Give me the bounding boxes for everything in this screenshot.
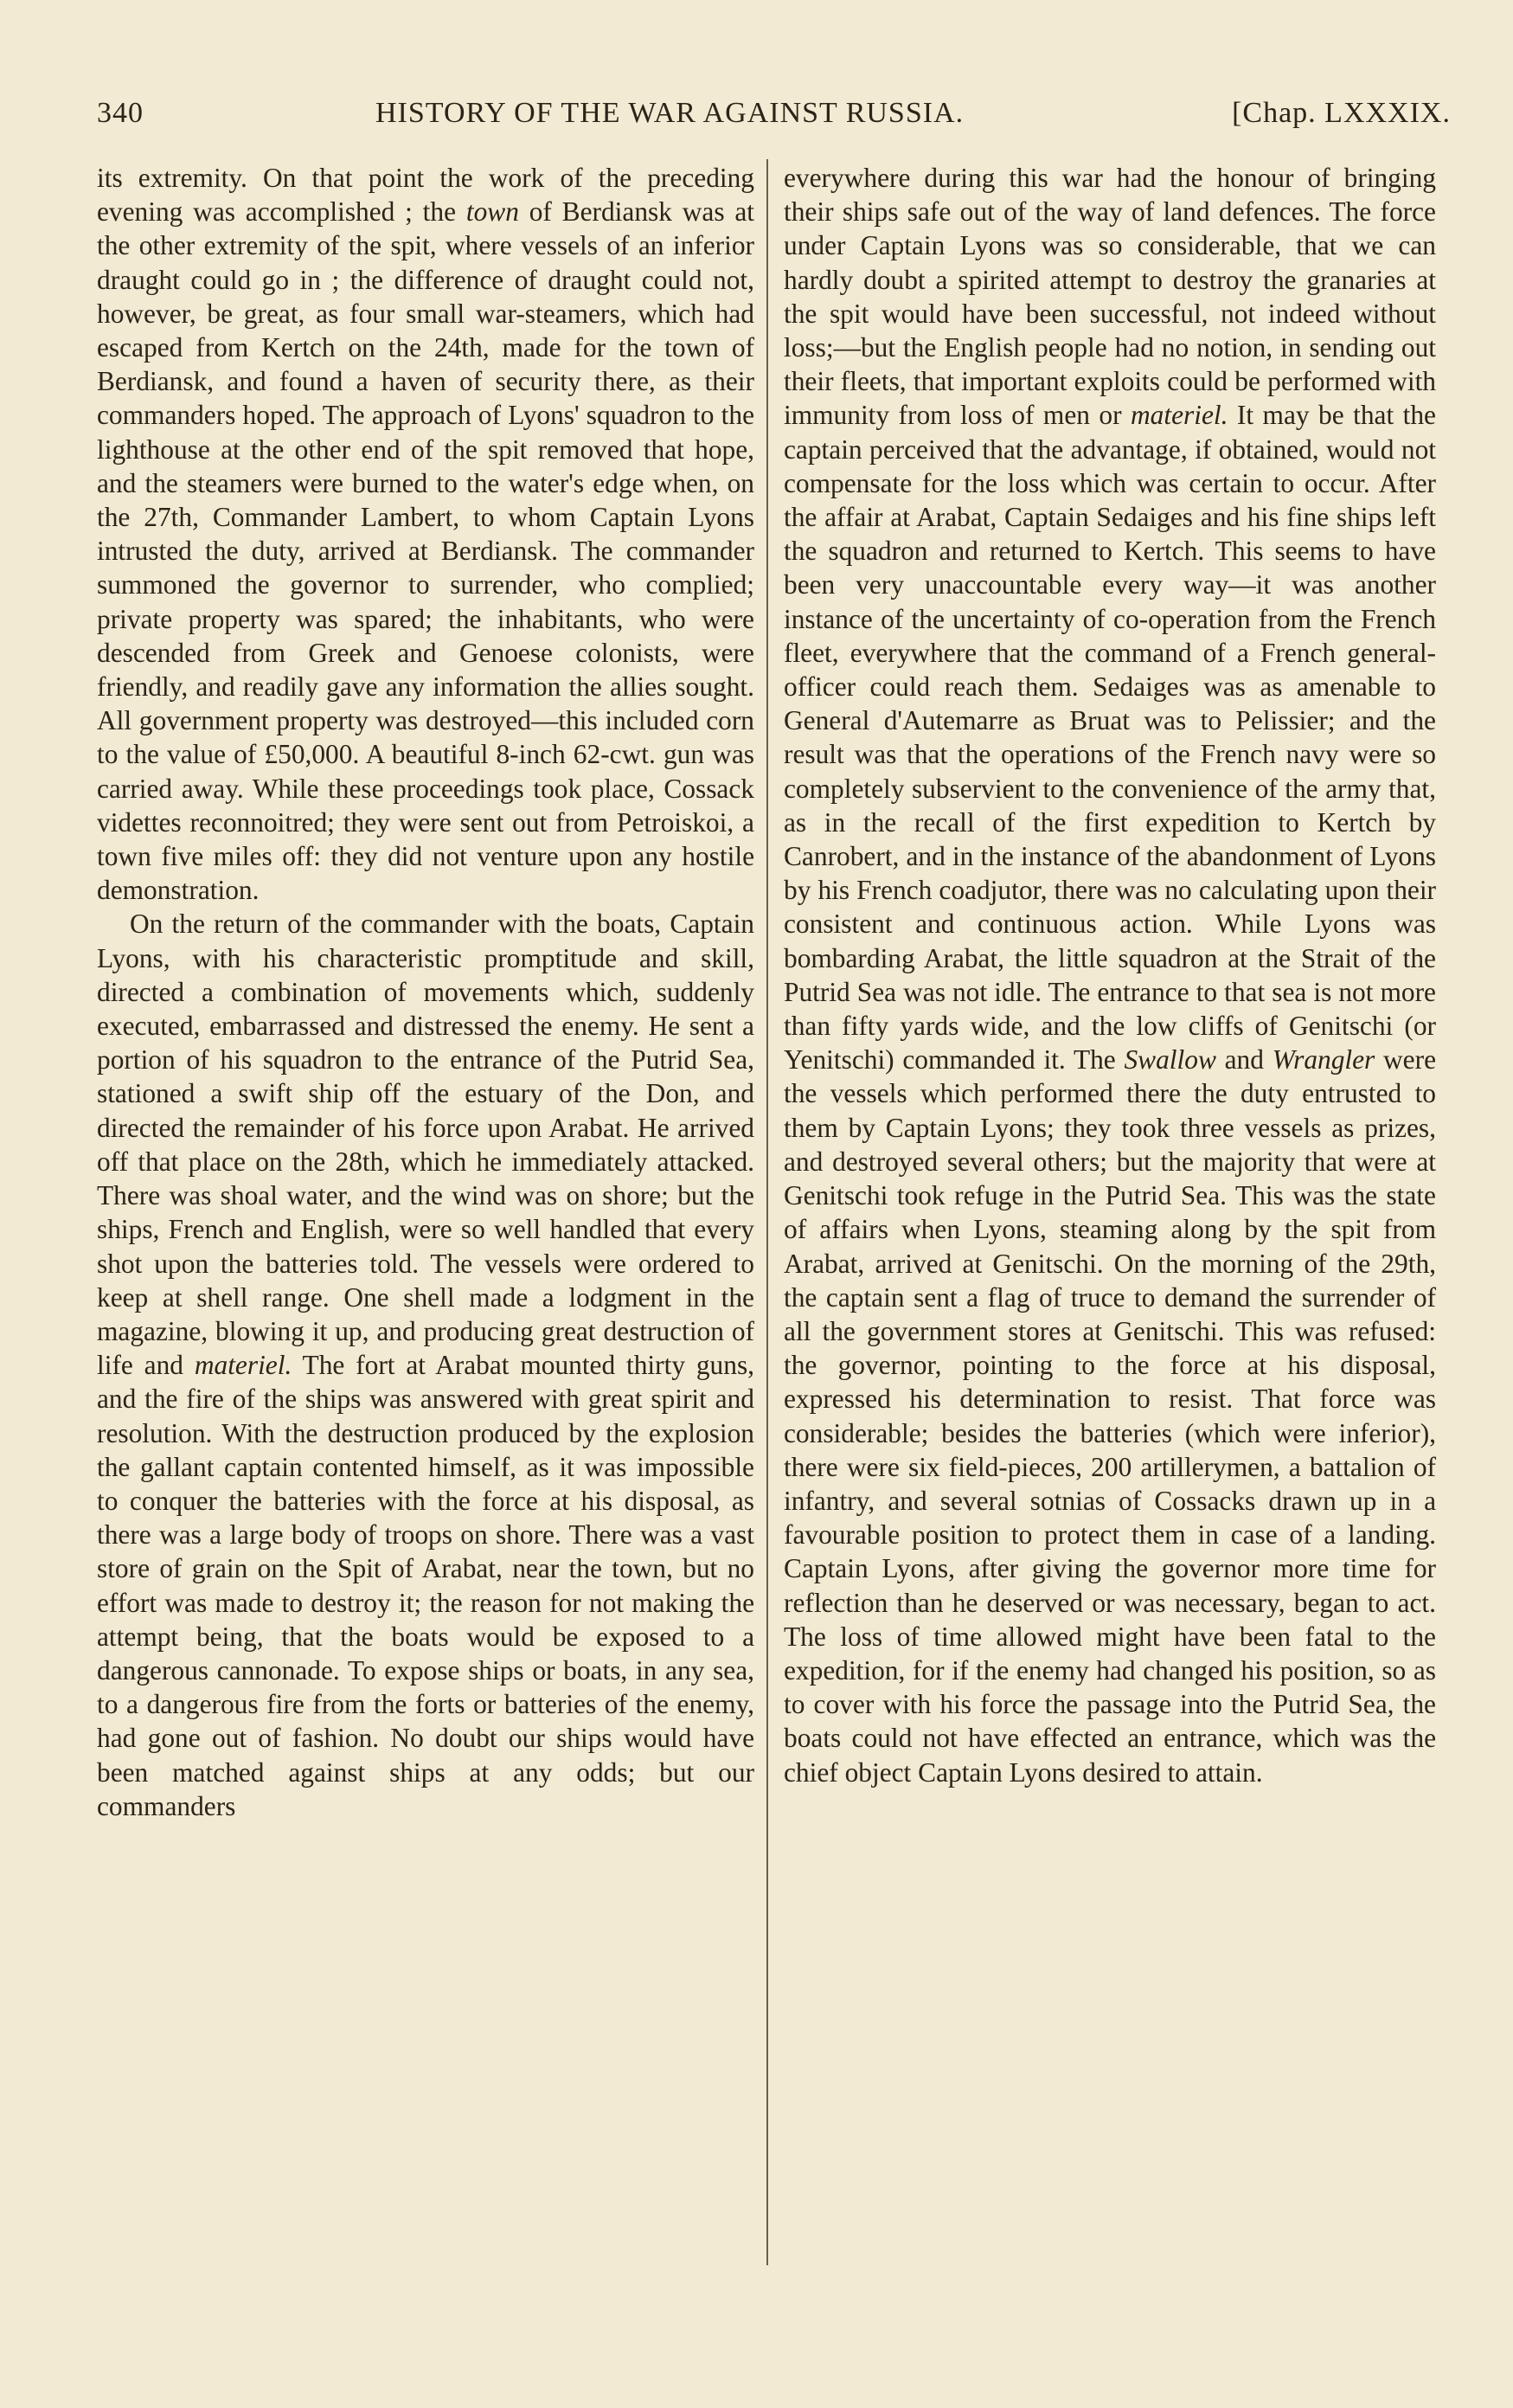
italic-text: materiel. (1131, 400, 1228, 431)
paragraph (97, 907, 754, 1822)
column-divider (766, 159, 768, 2265)
text-run: were the vessels which performed there the duty entrusted to them by Captain Lyons; they took three vessels as prizes, and destroyed several others; but the majority that were at Genitschi took refuge in the Putrid Sea. This was the state of affairs when Lyons, steaming along by the spit from Arabat, arrived at Genitschi. On the morning of the 29th, the captain sent a flag of truce to demand the surrender of all the government stores at Genitschi. This was refused: the governor, pointing to the force at his disposal, expressed his determination to resist. That force was considerable; besides the batteries (which were inferior), there were six field-pieces, 200 artillerymen, a battalion of infantry, and several sotnias of Cossacks drawn up in a favourable position to protect them in case of a landing. Captain Lyons, after giving the governor more time for reflection than he deserved or was necessary, began to act. The loss of time allowed might have been fatal to the expedition, for if the enemy had changed his position, so as to cover with his force the passage into the Putrid Sea, the boats could not have effected an entrance, which was the chief object Captain Lyons desired to attain. (784, 1044, 1436, 1788)
text-run: of Berdiansk was at the other extremity of the spit, where vessels of an inferior draught could go in ; the difference of draught could not, however, be great, as four small war-steamers, which had escaped from Kertch on the 24th, made for the town of Berdiansk, and found a haven of security there, as their commanders hoped. The approach of Lyons' squadron to the lighthouse at the other end of the spit removed that hope, and the steamers were burned to the water's edge when, on the 27th, Commander Lambert, to whom Captain Lyons intrusted the duty, arrived at Berdiansk. The commander summoned the governor to surrender, who complied; private property was spared; the inhabitants, who were descended from Greek and Genoese colonists, were friendly, and readily gave any information the allies sought. All government property was destroyed—this included corn to the value of £50,000. A beautiful 8-inch 62-cwt. gun was carried away. While these proceedings took place, Cossack videttes reconnoitred; they were sent out from Petroiskoi, a town five miles off: they did not venture upon any hostile demonstration. (97, 196, 754, 906)
running-title: HISTORY OF THE WAR AGAINST RUSSIA. (375, 97, 965, 129)
page-header (97, 97, 1451, 135)
text-run: On the return of the commander with the boats, Captain Lyons, with his characteristic promptitude and skill, directed a combination of movements which, suddenly executed, embarrassed and distressed the enemy. He sent a portion of his squadron to the entrance of the Putrid Sea, stationed a swift ship off the estuary of the Don, and directed the remainder of his force upon Arabat. He arrived off that place on the 28th, which he immediately attacked. There was shoal water, and the wind was on shore; but the ships, French and English, were so well handled that every shot upon the batteries told. The vessels were ordered to keep at shell range. One shell made a lodgment in the magazine, blowing it up, and producing great destruction of life and (97, 909, 754, 1381)
text-run: everywhere during this war had the honour of bringing their ships safe out of the way of land defences. The force under Captain Lyons was so considerable, that we can hardly doubt a spirited attempt to destroy the granaries at the spit would have been successful, not indeed without loss;—but the English people had no notion, in sending out their fleets, that important exploits could be performed with immunity from loss of men or (784, 163, 1436, 431)
right-column (784, 161, 1436, 2272)
page-number: 340 (97, 97, 144, 129)
text-run: its extremity. On that point the work of the preceding evening was accomplished ; the (97, 163, 754, 228)
chapter-reference: [Chap. LXXXIX. (1232, 97, 1451, 129)
paragraph (97, 161, 754, 907)
text-run: and (1215, 1044, 1273, 1076)
paragraph (784, 161, 1436, 1789)
left-column (97, 161, 754, 2272)
text-run: The fort at Arabat mounted thirty guns, and the fire of the ships was answered with great spirit and resolution. With the destruction produced by the explosion the gallant captain contented himself, as it was impossible to conquer the batteries with the force at his disposal, as there was a large body of troops on shore. There was a vast store of grain on the Spit of Arabat, near the town, but no effort was made to destroy it; the reason for not making the attempt being, that the boats would be exposed to a dangerous cannonade. To expose ships or boats, in any sea, to a dangerous fire from the forts or batteries of the enemy, had gone out of fashion. No doubt our ships would have been matched against ships at any odds; but our commanders (97, 1350, 754, 1821)
italic-text: Swallow (1124, 1044, 1216, 1076)
text-run: It may be that the captain perceived that the advantage, if obtained, would not compensate for the loss which was certain to occur. After the affair at Arabat, Captain Sedaiges and his fine ships left the squadron and returned to Kertch. This seems to have been very unaccountable every way—it was another instance of the uncertainty of co-operation from the French fleet, everywhere that the command of a French general-officer could reach them. Sedaiges was as amenable to General d'Autemarre as Bruat was to Pelissier; and the result was that the operations of the French navy were so completely subservient to the convenience of the army that, as in the recall of the first expedition to Kertch by Canrobert, and in the instance of the abandonment of Lyons by his French coadjutor, there was no calculating upon their consistent and continuous action. While Lyons was bombarding Arabat, the little squadron at the Strait of the Putrid Sea was not idle. The entrance to that sea is not more than fifty yards wide, and the low cliffs of Genitschi (or Yenitschi) commanded it. The (784, 400, 1436, 1076)
italic-text: Wrangler (1272, 1044, 1375, 1076)
italic-text: town (465, 196, 519, 228)
italic-text: materiel. (194, 1350, 292, 1381)
